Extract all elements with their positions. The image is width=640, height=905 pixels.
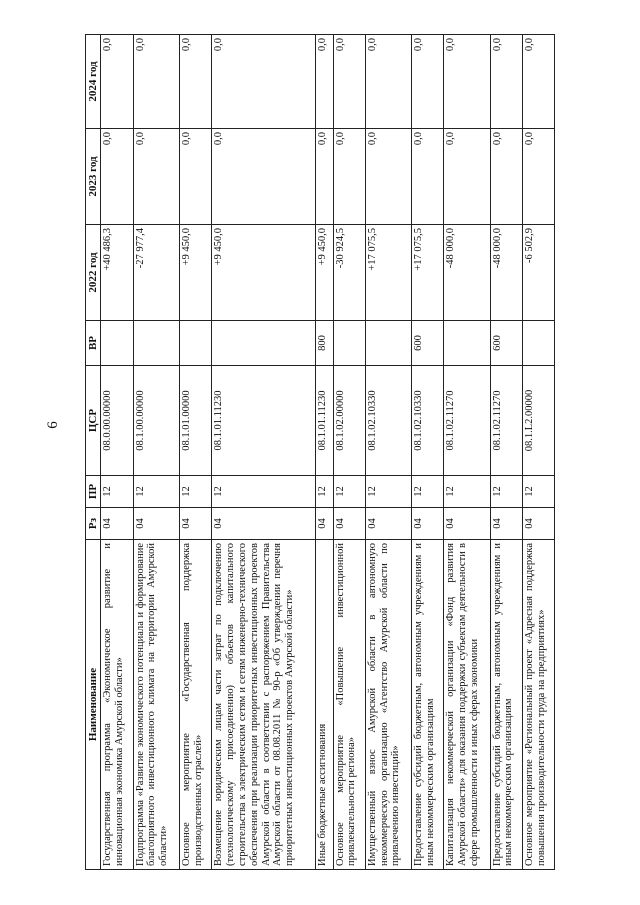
header-vr: ВР — [86, 321, 101, 366]
row-vr — [101, 321, 133, 366]
row-vr — [133, 321, 179, 366]
header-name: Наименование — [86, 540, 101, 870]
row-pr: 12 — [133, 476, 179, 508]
table-row — [333, 35, 365, 870]
row-2022: -6 502,9 — [522, 225, 554, 321]
row-2023: 0,0 — [315, 129, 333, 225]
row-2023: 0,0 — [490, 129, 522, 225]
row-2024: 0,0 — [333, 35, 365, 129]
row-csr: 08.1.01.00000 — [179, 366, 211, 476]
row-pr: 12 — [333, 476, 365, 508]
row-2024: 0,0 — [490, 35, 522, 129]
row-2024: 0,0 — [179, 35, 211, 129]
row-2022: -30 924,5 — [333, 225, 365, 321]
table-row — [365, 35, 411, 870]
table-row — [315, 35, 333, 870]
budget-table — [85, 34, 555, 870]
table-row — [212, 35, 316, 870]
row-pr: 12 — [179, 476, 211, 508]
row-2022: +17 075,5 — [412, 225, 444, 321]
row-rz: 04 — [444, 508, 490, 540]
row-2024: 0,0 — [101, 35, 133, 129]
row-vr — [179, 321, 211, 366]
row-2023: 0,0 — [444, 129, 490, 225]
row-rz: 04 — [412, 508, 444, 540]
row-2024: 0,0 — [315, 35, 333, 129]
row-csr: 08.1.L2.00000 — [522, 366, 554, 476]
table-row — [101, 35, 133, 870]
row-rz: 04 — [522, 508, 554, 540]
row-2024: 0,0 — [365, 35, 411, 129]
row-2023: 0,0 — [179, 129, 211, 225]
row-2023: 0,0 — [522, 129, 554, 225]
row-pr: 12 — [365, 476, 411, 508]
table-row — [522, 35, 554, 870]
row-vr — [444, 321, 490, 366]
row-vr: 800 — [315, 321, 333, 366]
table-row — [444, 35, 490, 870]
row-2022: +9 450,0 — [179, 225, 211, 321]
header-2023: 2023 год — [86, 129, 101, 225]
table-row — [179, 35, 211, 870]
row-2023: 0,0 — [365, 129, 411, 225]
row-vr — [212, 321, 316, 366]
header-pr: ПР — [86, 476, 101, 508]
row-name: Иные бюджетные ассигнования — [315, 540, 333, 870]
row-2022: +9 450,0 — [212, 225, 316, 321]
row-pr: 12 — [490, 476, 522, 508]
row-2024: 0,0 — [133, 35, 179, 129]
row-name: Государственная программа «Экономическое развитие и инновационная экономика Амурской области» — [101, 540, 133, 870]
row-pr: 12 — [412, 476, 444, 508]
row-vr — [333, 321, 365, 366]
row-csr: 08.1.00.00000 — [133, 366, 179, 476]
row-vr: 600 — [412, 321, 444, 366]
row-csr: 08.0.00.00000 — [101, 366, 133, 476]
row-2022: +9 450,0 — [315, 225, 333, 321]
header-2024: 2024 год — [86, 35, 101, 129]
row-csr: 08.1.01.11230 — [315, 366, 333, 476]
row-name: Основное мероприятие «Региональный проект «Адресная поддержка повышения производительности труда на предприятиях» — [522, 540, 554, 870]
row-name: Имущественный взнос Амурской области в автономную некоммерческую организацию «Агентство Амурской области по привлечению инвестиций» — [365, 540, 411, 870]
rotated-table-container — [85, 35, 555, 870]
row-vr: 600 — [490, 321, 522, 366]
row-2022: -48 000,0 — [490, 225, 522, 321]
row-rz: 04 — [179, 508, 211, 540]
page-number: 6 — [45, 421, 61, 429]
table-row — [133, 35, 179, 870]
table-row — [490, 35, 522, 870]
header-2022: 2022 год — [86, 225, 101, 321]
row-pr: 12 — [315, 476, 333, 508]
row-name: Основное мероприятие «Государственная поддержка производственных отраслей» — [179, 540, 211, 870]
row-2023: 0,0 — [212, 129, 316, 225]
row-2024: 0,0 — [412, 35, 444, 129]
row-name: Предоставление субсидий бюджетным, автономным учреждениям и иным некоммерческим организациям — [412, 540, 444, 870]
row-rz: 04 — [315, 508, 333, 540]
row-csr: 08.1.02.11270 — [490, 366, 522, 476]
row-rz: 04 — [333, 508, 365, 540]
row-pr: 12 — [101, 476, 133, 508]
row-name: Основное мероприятие «Повышение инвестиционной привлекательности региона» — [333, 540, 365, 870]
row-vr — [522, 321, 554, 366]
row-pr: 12 — [522, 476, 554, 508]
row-pr: 12 — [444, 476, 490, 508]
header-csr: ЦСР — [86, 366, 101, 476]
row-2022: -27 977,4 — [133, 225, 179, 321]
row-csr: 08.1.01.11230 — [212, 366, 316, 476]
row-2023: 0,0 — [101, 129, 133, 225]
row-rz: 04 — [212, 508, 316, 540]
row-2023: 0,0 — [333, 129, 365, 225]
row-2023: 0,0 — [412, 129, 444, 225]
row-2024: 0,0 — [212, 35, 316, 129]
row-rz: 04 — [490, 508, 522, 540]
header-rz: Рз — [86, 508, 101, 540]
row-rz: 04 — [365, 508, 411, 540]
table-header-row — [86, 35, 101, 870]
row-csr: 08.1.02.11270 — [444, 366, 490, 476]
row-name: Предоставление субсидий бюджетным, автономным учреждениям и иным некоммерческим организациям — [490, 540, 522, 870]
row-csr: 08.1.02.10330 — [365, 366, 411, 476]
row-2022: -48 000,0 — [444, 225, 490, 321]
row-csr: 08.1.02.10330 — [412, 366, 444, 476]
row-2023: 0,0 — [133, 129, 179, 225]
row-rz: 04 — [101, 508, 133, 540]
row-name: Подпрограмма «Развитие экономического потенциала и формирование благоприятного инвестиционного климата на территории Амурской области» — [133, 540, 179, 870]
row-rz: 04 — [133, 508, 179, 540]
table-row — [412, 35, 444, 870]
row-vr — [365, 321, 411, 366]
row-name: Возмещение юридическим лицам части затрат по подключению (технологическому присоединению) объектов капитального строительства к электрическим сетям и сетям инженерно-технического обеспечения при реализации приоритетных инвестиционных проектов Амурской области в соответствии с распоряжением Правительства Амурской области от 08.08.2011 № 90-р «Об утверждении перечня приоритетных инвестиционных проектов Амурской области» — [212, 540, 316, 870]
row-2024: 0,0 — [444, 35, 490, 129]
row-csr: 08.1.02.00000 — [333, 366, 365, 476]
row-2022: +40 486,3 — [101, 225, 133, 321]
row-name: Капитализация некоммерческой организации «Фонд развития Амурской области» для оказания поддержки субъектам деятельности в сфере промышленности и иных сферах экономики — [444, 540, 490, 870]
row-2022: +17 075,5 — [365, 225, 411, 321]
row-pr: 12 — [212, 476, 316, 508]
row-2024: 0,0 — [522, 35, 554, 129]
